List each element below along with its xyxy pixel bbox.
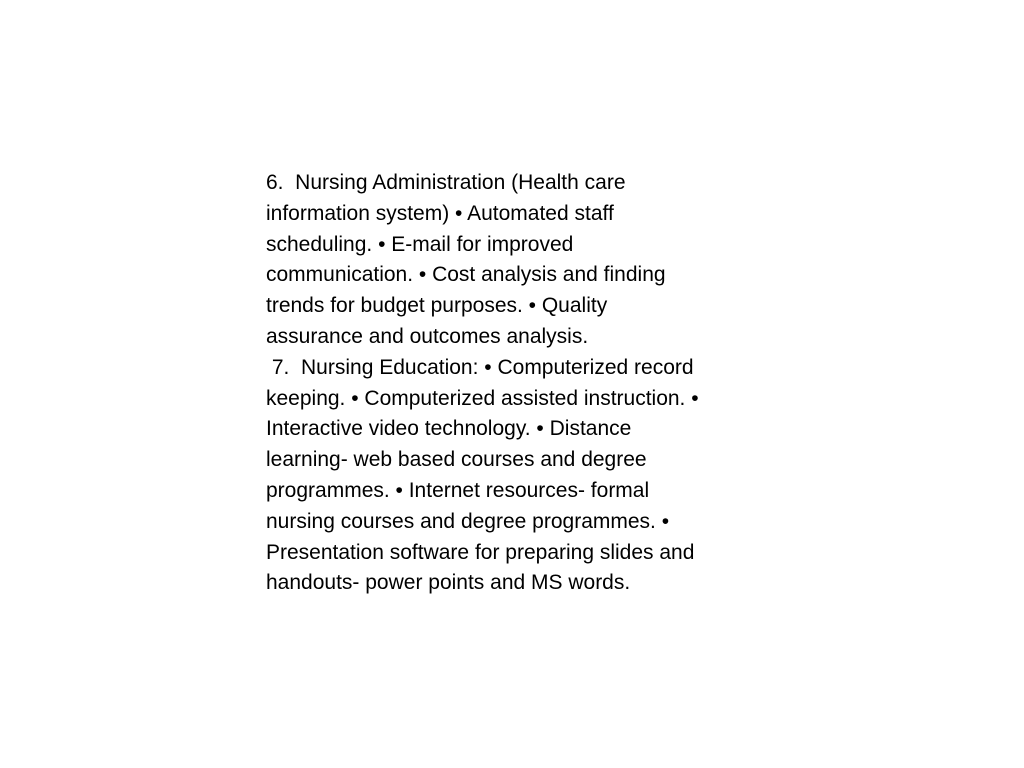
- text-line: learning- web based courses and degree: [266, 448, 647, 472]
- text-line: Presentation software for preparing slides and: [266, 540, 695, 564]
- text-line: programmes. • Internet resources- formal: [266, 478, 650, 502]
- text-line: trends for budget purposes. • Quality: [266, 294, 608, 318]
- text-line: nursing courses and degree programmes. •: [266, 509, 670, 533]
- text-line: keeping. • Computerized assisted instruction. •: [266, 386, 699, 410]
- text-line: Interactive video technology. • Distance: [266, 417, 632, 441]
- text-line: 6. Nursing Administration (Health care: [266, 171, 626, 194]
- body-text-box: [266, 168, 766, 599]
- text-line: scheduling. • E-mail for improved: [266, 232, 574, 256]
- text-line: 7. Nursing Education: • Computerized record: [266, 355, 694, 379]
- text-line: information system) • Automated staff: [266, 201, 614, 225]
- text-line: communication. • Cost analysis and finding: [266, 263, 666, 287]
- text-line: handouts- power points and MS words.: [266, 571, 631, 595]
- text-line: assurance and outcomes analysis.: [266, 324, 589, 348]
